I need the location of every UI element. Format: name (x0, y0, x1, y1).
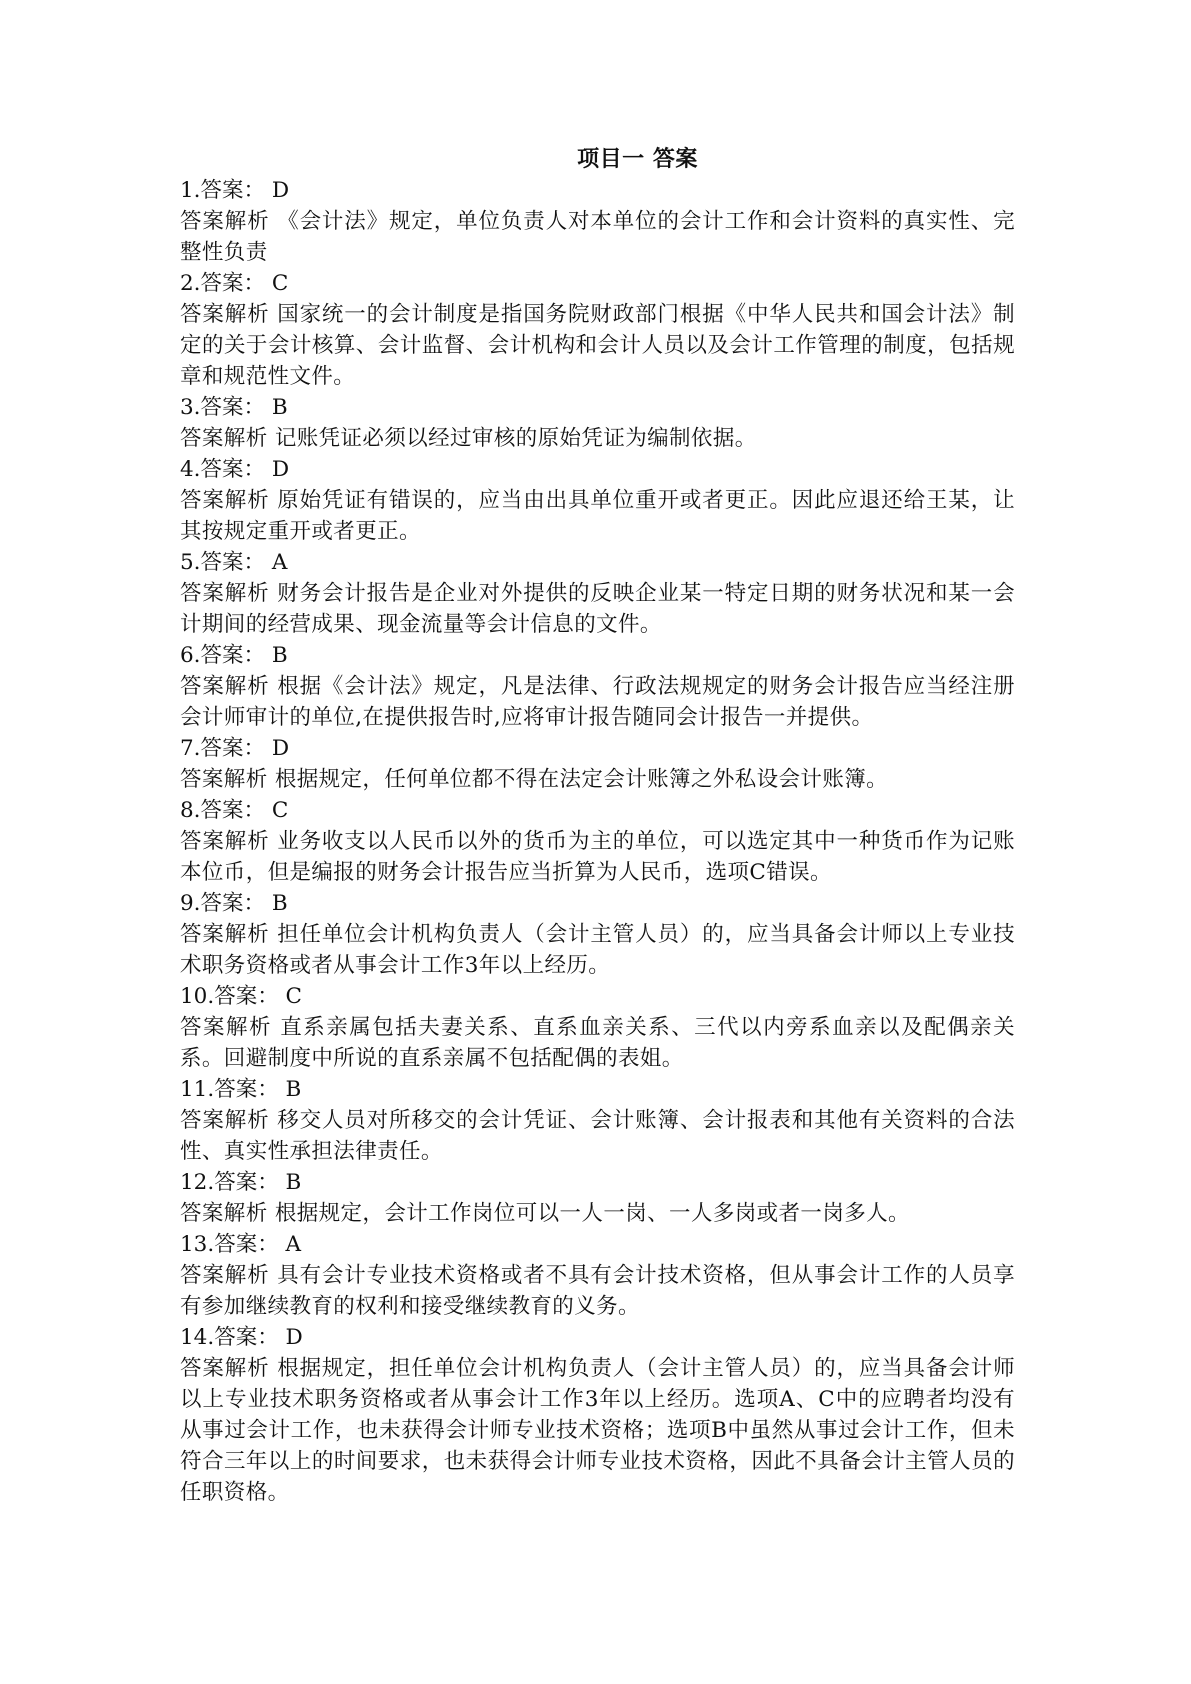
answer-entry (180, 547, 1015, 640)
answer-line: 7.答案： D (180, 736, 290, 761)
answer-analysis: 答案解析 根据规定，会计工作岗位可以一人一岗、一人多岗或者一岗多人。 (180, 1201, 910, 1226)
answer-line: 3.答案： B (180, 395, 288, 420)
answer-analysis: 答案解析 财务会计报告是企业对外提供的反映企业某一特定日期的财务状况和某一会计期间的经营成果、现金流量等会计信息的文件。 (180, 581, 1015, 637)
answer-analysis: 答案解析 根据规定，担任单位会计机构负责人（会计主管人员）的，应当具备会计师以上专业技术职务资格或者从事会计工作3年以上经历。选项A、C中的应聘者均没有从事过会计工作，也未获得会计师专业技术资格；选项B中虽然从事过会计工作，但未符合三年以上的时间要求，也未获得会计师专业技术资格，因此不具备会计主管人员的任职资格。 (180, 1356, 1015, 1505)
answer-line: 8.答案： C (180, 798, 289, 823)
answer-analysis: 答案解析 根据规定，任何单位都不得在法定会计账簿之外私设会计账簿。 (180, 767, 889, 792)
answer-entry (180, 888, 1015, 981)
answer-entry (180, 1167, 1015, 1229)
answer-line: 13.答案： A (180, 1232, 302, 1257)
answer-line: 1.答案： D (180, 178, 290, 203)
answer-line: 11.答案： B (180, 1077, 302, 1102)
answer-entry (180, 981, 1015, 1074)
answer-list (180, 175, 1015, 1508)
answer-analysis: 答案解析 移交人员对所移交的会计凭证、会计账簿、会计报表和其他有关资料的合法性、真实性承担法律责任。 (180, 1108, 1015, 1164)
answer-entry (180, 640, 1015, 733)
answer-entry (180, 733, 1015, 795)
answer-analysis: 答案解析 业务收支以人民币以外的货币为主的单位，可以选定其中一种货币作为记账本位币，但是编报的财务会计报告应当折算为人民币，选项C错误。 (180, 829, 1015, 885)
answer-line: 4.答案： D (180, 457, 290, 482)
answer-line: 12.答案： B (180, 1170, 302, 1195)
answer-analysis: 答案解析 根据《会计法》规定，凡是法律、行政法规规定的财务会计报告应当经注册会计师审计的单位,在提供报告时,应将审计报告随同会计报告一并提供。 (180, 674, 1015, 730)
document-page (180, 144, 1015, 1508)
answer-analysis: 答案解析 直系亲属包括夫妻关系、直系血亲关系、三代以内旁系血亲以及配偶亲关系。回避制度中所说的直系亲属不包括配偶的表姐。 (180, 1015, 1015, 1071)
answer-line: 6.答案： B (180, 643, 288, 668)
answer-entry (180, 795, 1015, 888)
answer-analysis: 答案解析 记账凭证必须以经过审核的原始凭证为编制依据。 (180, 426, 757, 451)
answer-analysis: 答案解析 原始凭证有错误的，应当由出具单位重开或者更正。因此应退还给王某，让其按规定重开或者更正。 (180, 488, 1015, 544)
answer-line: 14.答案： D (180, 1325, 303, 1350)
document-title: 项目一 答案 (577, 146, 698, 172)
answer-entry (180, 175, 1015, 268)
answer-line: 2.答案： C (180, 271, 289, 296)
answer-entry (180, 1322, 1015, 1508)
answer-entry (180, 1074, 1015, 1167)
answer-entry (180, 454, 1015, 547)
answer-line: 10.答案： C (180, 984, 302, 1009)
answer-entry (180, 1229, 1015, 1322)
answer-analysis: 答案解析 《会计法》规定，单位负责人对本单位的会计工作和会计资料的真实性、完整性负责 (180, 209, 1015, 265)
answer-analysis: 答案解析 国家统一的会计制度是指国务院财政部门根据《中华人民共和国会计法》制定的关于会计核算、会计监督、会计机构和会计人员以及会计工作管理的制度，包括规章和规范性文件。 (180, 302, 1015, 389)
answer-line: 9.答案： B (180, 891, 288, 916)
answer-analysis: 答案解析 具有会计专业技术资格或者不具有会计技术资格，但从事会计工作的人员享有参加继续教育的权利和接受继续教育的义务。 (180, 1263, 1015, 1319)
answer-entry (180, 268, 1015, 392)
answer-line: 5.答案： A (180, 550, 288, 575)
answer-entry (180, 392, 1015, 454)
answer-analysis: 答案解析 担任单位会计机构负责人（会计主管人员）的，应当具备会计师以上专业技术职务资格或者从事会计工作3年以上经历。 (180, 922, 1015, 978)
